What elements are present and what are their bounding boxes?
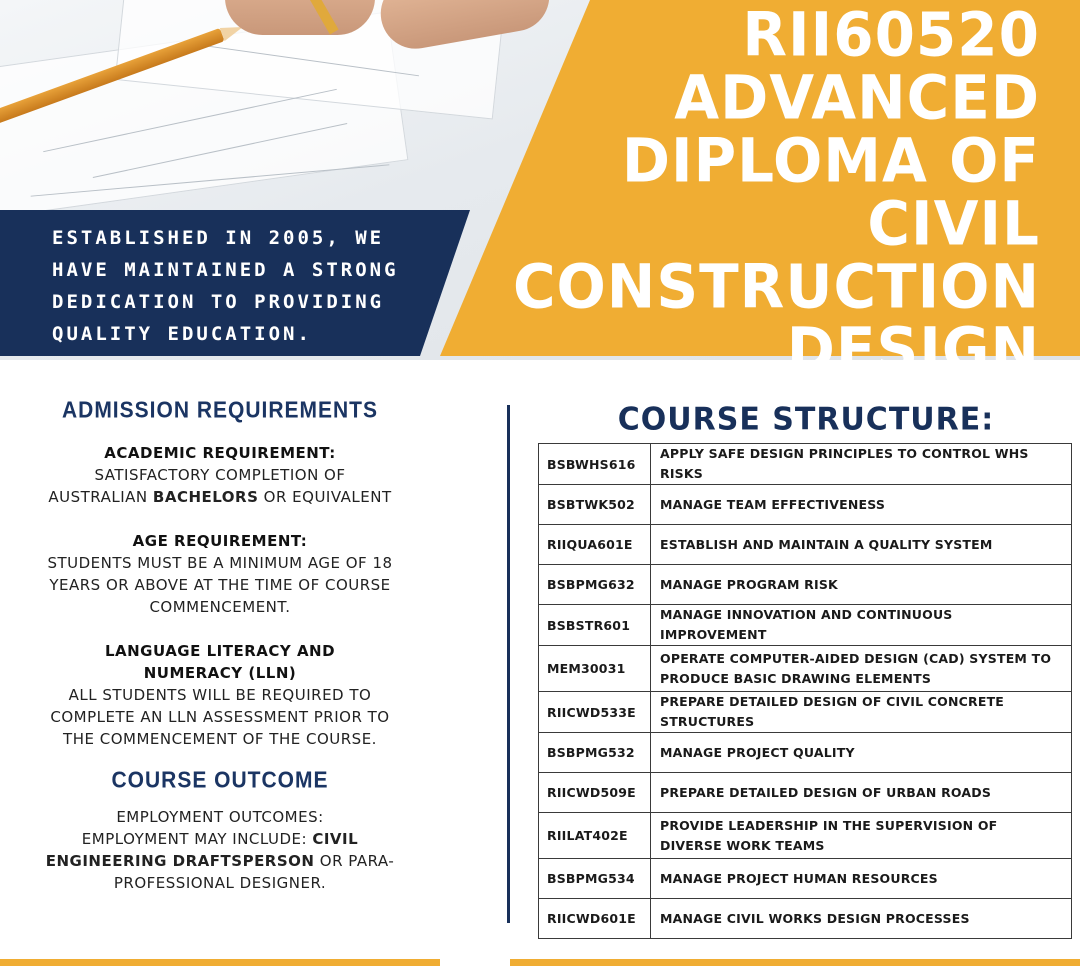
unit-code: BSBSTR601 bbox=[539, 605, 651, 646]
title-line: DESIGN bbox=[786, 313, 1040, 386]
academic-bold: BACHELORS bbox=[152, 488, 259, 506]
unit-code: RIICWD601E bbox=[539, 899, 651, 939]
unit-name: PROVIDE LEADERSHIP IN THE SUPERVISION OF DIVERSE WORK TEAMS bbox=[651, 813, 1072, 859]
banner-line: DEDICATION TO PROVIDING bbox=[52, 291, 385, 313]
outcome-line: EMPLOYMENT MAY INCLUDE: bbox=[81, 830, 308, 848]
outcome-line: EMPLOYMENT OUTCOMES: bbox=[116, 808, 324, 826]
academic-label: ACADEMIC REQUIREMENT: bbox=[104, 444, 336, 462]
table-row bbox=[539, 646, 1072, 692]
bottom-accent-bar bbox=[0, 959, 440, 966]
table-row bbox=[539, 605, 1072, 646]
title-line: DIPLOMA OF CIVIL bbox=[621, 124, 1040, 260]
unit-name: PREPARE DETAILED DESIGN OF CIVIL CONCRETE STRUCTURES bbox=[651, 692, 1072, 733]
unit-name: PREPARE DETAILED DESIGN OF URBAN ROADS bbox=[651, 773, 1072, 813]
unit-name: OPERATE COMPUTER-AIDED DESIGN (CAD) SYSTEM TO PRODUCE BASIC DRAWING ELEMENTS bbox=[651, 646, 1072, 692]
outcome-bold: CIVIL ENGINEERING DRAFTSPERSON bbox=[45, 830, 359, 870]
unit-code: BSBPMG534 bbox=[539, 859, 651, 899]
age-text: STUDENTS MUST BE A MINIMUM AGE OF 18 YEARS OR ABOVE AT THE TIME OF COURSE COMMENCEMENT. bbox=[47, 554, 393, 616]
table-row bbox=[539, 525, 1072, 565]
unit-code: BSBPMG632 bbox=[539, 565, 651, 605]
table-row bbox=[539, 899, 1072, 939]
table-row bbox=[539, 733, 1072, 773]
academic-text bbox=[45, 464, 395, 508]
course-title bbox=[440, 0, 1040, 386]
lln-text: ALL STUDENTS WILL BE REQUIRED TO COMPLETE AN LLN ASSESSMENT PRIOR TO THE COMMENCEMENT OF THE COURSE. bbox=[50, 686, 390, 748]
unit-name: MANAGE PROGRAM RISK bbox=[651, 565, 1072, 605]
table-row bbox=[539, 692, 1072, 733]
unit-name: MANAGE CIVIL WORKS DESIGN PROCESSES bbox=[651, 899, 1072, 939]
outcome-text bbox=[45, 806, 395, 894]
unit-name: MANAGE TEAM EFFECTIVENESS bbox=[651, 485, 1072, 525]
unit-code: MEM30031 bbox=[539, 646, 651, 692]
course-structure-heading: COURSE STRUCTURE: bbox=[617, 401, 995, 438]
column-divider bbox=[507, 405, 510, 923]
outcome-heading: COURSE OUTCOME bbox=[111, 767, 329, 794]
admission-heading: ADMISSION REQUIREMENTS bbox=[61, 397, 379, 424]
title-line: ADVANCED bbox=[674, 61, 1040, 134]
unit-name: MANAGE PROJECT QUALITY bbox=[651, 733, 1072, 773]
table-row bbox=[539, 813, 1072, 859]
unit-name: MANAGE INNOVATION AND CONTINUOUS IMPROVEMENT bbox=[651, 605, 1072, 646]
banner-line: ESTABLISHED IN 2005, WE bbox=[52, 227, 385, 249]
unit-code: RIICWD533E bbox=[539, 692, 651, 733]
table-row bbox=[539, 444, 1072, 485]
bottom-accent-bar bbox=[510, 959, 1080, 966]
units-table bbox=[538, 443, 1072, 939]
unit-code: RIILAT402E bbox=[539, 813, 651, 859]
unit-code: BSBPMG532 bbox=[539, 733, 651, 773]
table-row bbox=[539, 859, 1072, 899]
unit-name: APPLY SAFE DESIGN PRINCIPLES TO CONTROL WHS RISKS bbox=[651, 444, 1072, 485]
title-line: CONSTRUCTION bbox=[512, 250, 1040, 323]
table-row bbox=[539, 565, 1072, 605]
academic-text-part: OR EQUIVALENT bbox=[263, 488, 392, 506]
unit-name: ESTABLISH AND MAINTAIN A QUALITY SYSTEM bbox=[651, 525, 1072, 565]
age-label: AGE REQUIREMENT: bbox=[132, 532, 308, 550]
banner-line: QUALITY EDUCATION. bbox=[52, 323, 312, 345]
unit-code: BSBWHS616 bbox=[539, 444, 651, 485]
unit-name: MANAGE PROJECT HUMAN RESOURCES bbox=[651, 859, 1072, 899]
title-line: RII60520 bbox=[742, 0, 1040, 71]
academic-text-part: SATISFACTORY COMPLETION OF AUSTRALIAN bbox=[48, 466, 346, 506]
admission-section bbox=[45, 397, 395, 894]
table-row bbox=[539, 773, 1072, 813]
unit-code: BSBTWK502 bbox=[539, 485, 651, 525]
unit-code: RIIQUA601E bbox=[539, 525, 651, 565]
banner-line: HAVE MAINTAINED A STRONG bbox=[52, 259, 399, 281]
outcome-line: OR PARA-PROFESSIONAL DESIGNER. bbox=[113, 852, 395, 892]
lln-label: LANGUAGE LITERACY AND NUMERACY (LLN) bbox=[104, 642, 336, 682]
table-row bbox=[539, 485, 1072, 525]
unit-code: RIICWD509E bbox=[539, 773, 651, 813]
banner-text bbox=[52, 222, 432, 350]
